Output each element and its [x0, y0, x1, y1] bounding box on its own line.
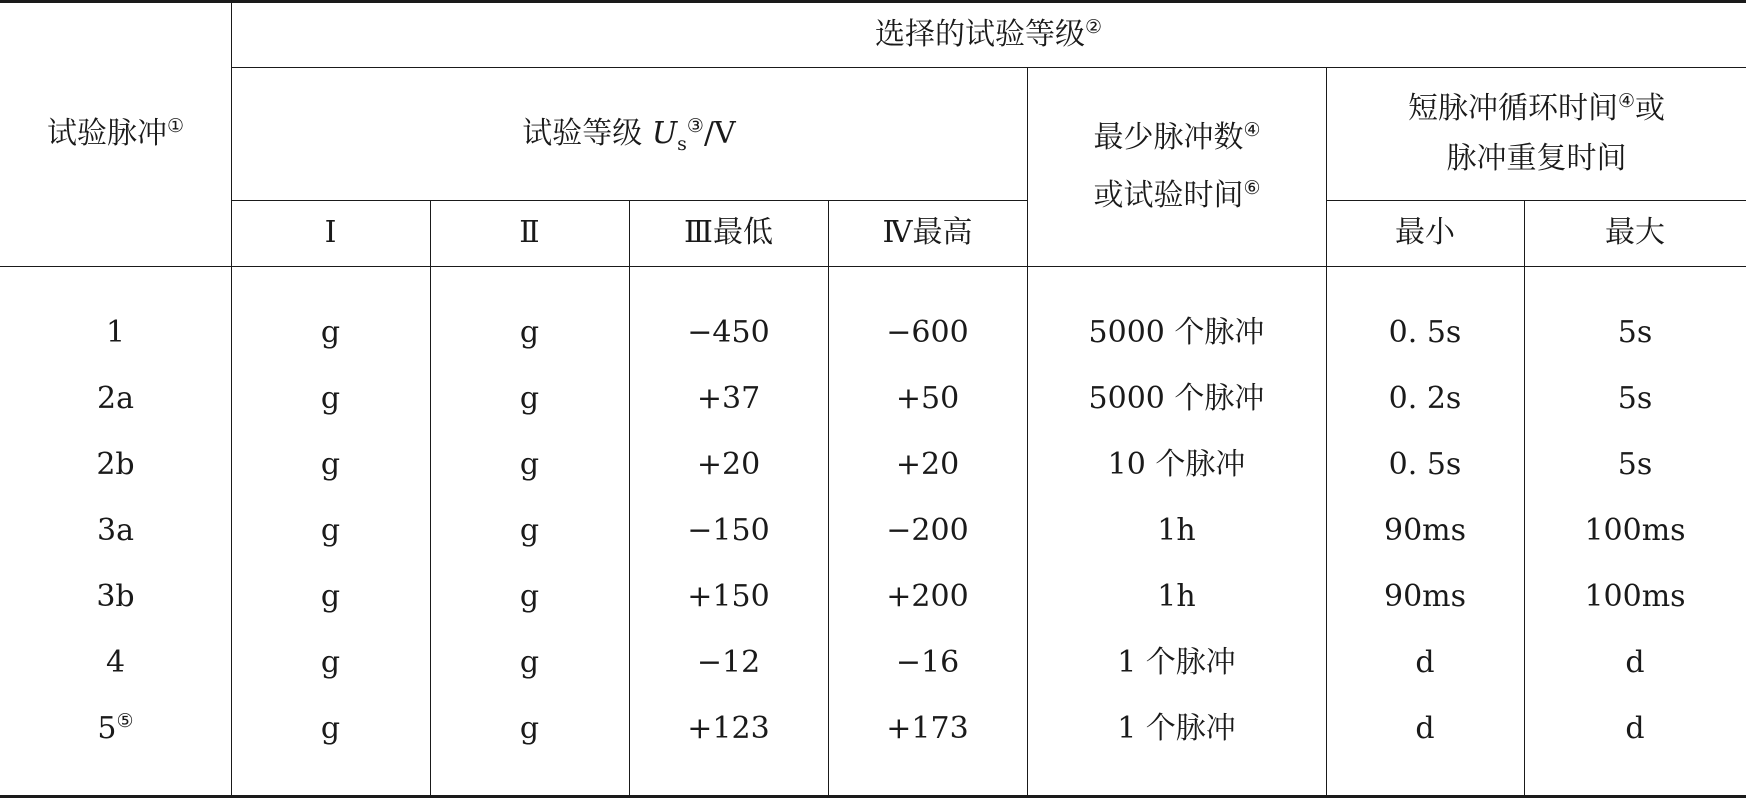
level-col-IV: Ⅳ最高	[882, 215, 973, 251]
level-III-cell: −450	[687, 314, 770, 350]
pulse-cell: 2a	[97, 380, 134, 416]
level-I-cell: g	[320, 314, 341, 350]
min-pulses-cell: 5000 个脉冲	[1088, 314, 1265, 350]
table-row	[0, 630, 1746, 696]
table-row	[0, 366, 1746, 432]
min-pulses-cell: 1h	[1157, 578, 1196, 614]
cycle-max-cell: 100ms	[1584, 512, 1686, 548]
level-I-cell: g	[320, 644, 341, 680]
level-IV-cell: +20	[895, 446, 960, 482]
pulse-cell: 2b	[96, 446, 135, 482]
test-level-header: 试验等级 $U_s^③/V$	[522, 114, 736, 155]
level-II-cell: g	[519, 512, 540, 548]
level-IV-cell: −200	[886, 512, 969, 548]
level-II-cell: g	[519, 644, 540, 680]
group-header: 选择的试验等级②	[874, 15, 1103, 52]
level-III-cell: −150	[687, 512, 770, 548]
level-II-cell: g	[519, 314, 540, 350]
min-pulses-cell: 1 个脉冲	[1117, 710, 1236, 746]
level-III-cell: +20	[696, 446, 761, 482]
cycle-max-cell: d	[1625, 710, 1645, 746]
cycle-min-cell: 90ms	[1383, 578, 1467, 614]
level-II-cell: g	[519, 710, 540, 746]
level-I-cell: g	[320, 380, 341, 416]
level-IV-cell: +200	[886, 578, 969, 614]
cycle-min-cell: 0. 2s	[1388, 380, 1462, 416]
level-I-cell: g	[320, 578, 341, 614]
pulse-cell: 4	[105, 644, 126, 680]
footnote-marker: ③	[686, 114, 704, 137]
header-bottom-rule	[0, 266, 1746, 267]
footnote-marker: ④	[1243, 118, 1261, 141]
cycle-time-header: 短脉冲循环时间④或 脉冲重复时间	[1407, 89, 1666, 176]
cycle-col-max: 最大	[1605, 215, 1665, 251]
level-III-cell: +123	[687, 710, 770, 746]
cycle-max-cell: 100ms	[1584, 578, 1686, 614]
pulse-header: 试验脉冲①	[46, 115, 185, 152]
level-III-cell: −12	[696, 644, 761, 680]
level-col-I: Ⅰ	[324, 215, 337, 251]
level-col-III: Ⅲ最低	[684, 215, 773, 251]
table-row	[0, 300, 1746, 366]
cycle-max-cell: d	[1625, 644, 1645, 680]
min-pulses-cell: 1h	[1157, 512, 1196, 548]
level-IV-cell: −600	[886, 314, 969, 350]
table-row	[0, 498, 1746, 564]
level-col-II: Ⅱ	[519, 215, 540, 251]
pulse-cell: 3b	[96, 578, 135, 614]
pulse-cell: 5⑤	[97, 709, 134, 746]
level-II-cell: g	[519, 446, 540, 482]
footnote-marker: ①	[166, 115, 185, 138]
table-row	[0, 432, 1746, 498]
level-II-cell: g	[519, 578, 540, 614]
min-pulses-cell: 1 个脉冲	[1117, 644, 1236, 680]
level-IV-cell: +50	[895, 380, 960, 416]
cycle-max-cell: 5s	[1617, 446, 1653, 482]
bottom-border	[0, 795, 1746, 798]
min-pulses-cell: 5000 个脉冲	[1088, 380, 1265, 416]
level-IV-cell: +173	[886, 710, 969, 746]
min-pulses-header: 最少脉冲数④ 或试验时间⑥	[1093, 118, 1261, 213]
level-II-cell: g	[519, 380, 540, 416]
level-I-cell: g	[320, 446, 341, 482]
pulse-cell: 3a	[97, 512, 134, 548]
footnote-marker: ⑤	[116, 709, 134, 732]
cycle-max-cell: 5s	[1617, 380, 1653, 416]
cycle-min-cell: d	[1415, 710, 1435, 746]
cycle-min-cell: 0. 5s	[1388, 314, 1462, 350]
footnote-marker: ⑥	[1243, 177, 1261, 199]
level-III-cell: +150	[687, 578, 770, 614]
level-I-cell: g	[320, 512, 341, 548]
cycle-min-cell: d	[1415, 644, 1435, 680]
level-III-cell: +37	[696, 380, 761, 416]
cycle-min-cell: 0. 5s	[1388, 446, 1462, 482]
cycle-col-min: 最小	[1395, 215, 1455, 251]
footnote-marker: ④	[1617, 89, 1636, 112]
cycle-max-cell: 5s	[1617, 314, 1653, 350]
pulse-cell: 1	[105, 314, 126, 350]
level-IV-cell: −16	[895, 644, 960, 680]
cycle-min-cell: 90ms	[1383, 512, 1467, 548]
footnote-marker: ②	[1084, 15, 1103, 38]
level-I-cell: g	[320, 710, 341, 746]
table-row	[0, 564, 1746, 630]
table-row	[0, 696, 1746, 762]
min-pulses-cell: 10 个脉冲	[1107, 446, 1246, 482]
